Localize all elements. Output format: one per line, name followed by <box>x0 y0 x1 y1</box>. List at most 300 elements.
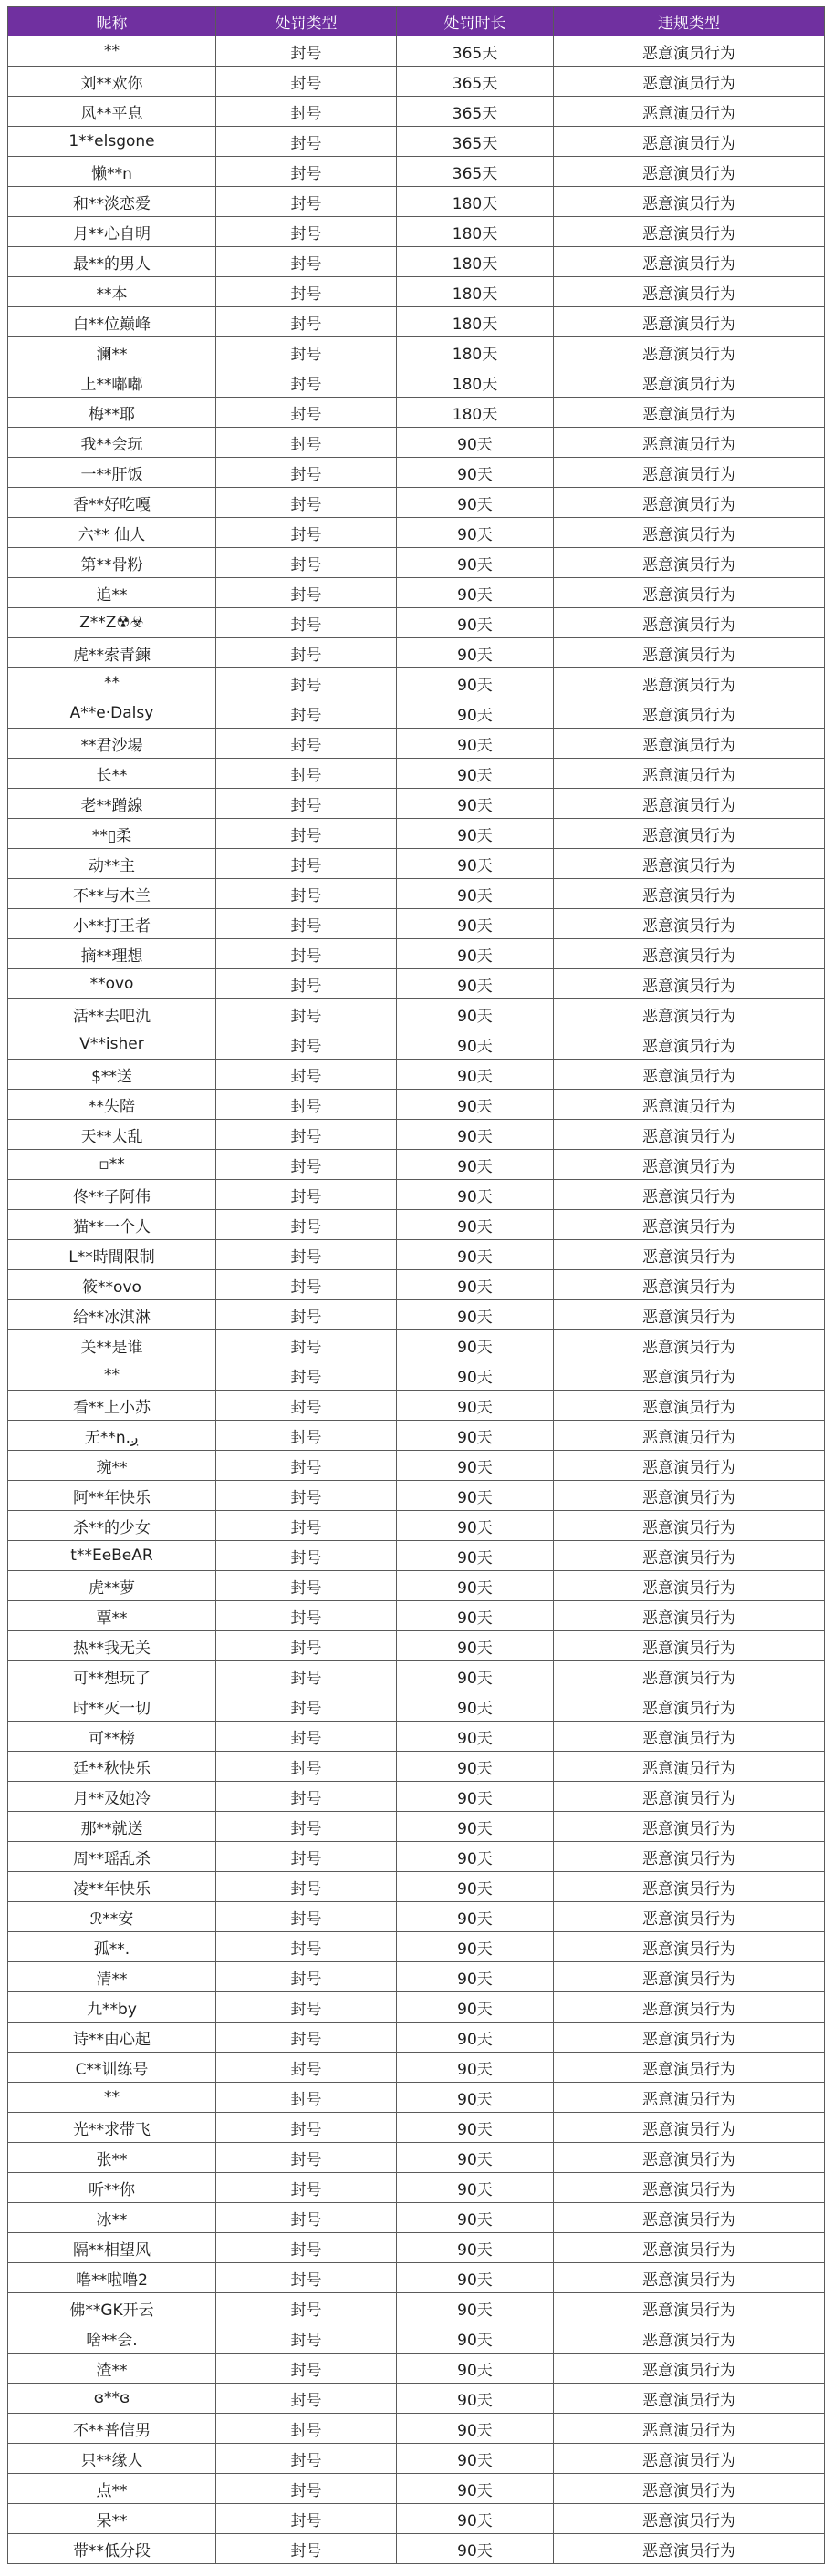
cell-penalty-duration: 90天 <box>397 1992 554 2023</box>
cell-penalty-type: 封号 <box>216 999 397 1029</box>
cell-penalty-type: 封号 <box>216 2384 397 2414</box>
cell-penalty-type: 封号 <box>216 2113 397 2143</box>
cell-violation-type: 恶意演员行为 <box>554 789 825 819</box>
cell-penalty-duration: 180天 <box>397 367 554 398</box>
penalty-table <box>7 6 825 2564</box>
cell-violation-type: 恶意演员行为 <box>554 879 825 909</box>
table-row <box>8 1872 825 1902</box>
cell-penalty-duration: 90天 <box>397 1421 554 1451</box>
cell-nickname: L**時間限制 <box>8 1240 216 1270</box>
table-row <box>8 1481 825 1511</box>
table-row <box>8 127 825 157</box>
table-row <box>8 337 825 367</box>
cell-penalty-type: 封号 <box>216 1029 397 1060</box>
cell-penalty-duration: 90天 <box>397 1300 554 1330</box>
cell-violation-type: 恶意演员行为 <box>554 698 825 729</box>
cell-penalty-type: 封号 <box>216 849 397 879</box>
table-row <box>8 789 825 819</box>
cell-violation-type: 恶意演员行为 <box>554 247 825 277</box>
cell-penalty-type: 封号 <box>216 2323 397 2354</box>
table-row <box>8 1330 825 1360</box>
table-row <box>8 1270 825 1300</box>
cell-violation-type: 恶意演员行为 <box>554 127 825 157</box>
table-row <box>8 97 825 127</box>
cell-nickname: C**训练号 <box>8 2053 216 2083</box>
cell-nickname: ** <box>8 36 216 67</box>
cell-violation-type: 恶意演员行为 <box>554 939 825 969</box>
cell-penalty-duration: 180天 <box>397 217 554 247</box>
cell-penalty-type: 封号 <box>216 518 397 548</box>
cell-penalty-duration: 90天 <box>397 1481 554 1511</box>
table-row <box>8 2263 825 2293</box>
cell-penalty-duration: 90天 <box>397 1391 554 1421</box>
cell-penalty-duration: 90天 <box>397 1601 554 1631</box>
cell-penalty-type: 封号 <box>216 398 397 428</box>
cell-penalty-duration: 90天 <box>397 2293 554 2323</box>
cell-nickname: 那**就送 <box>8 1812 216 1842</box>
cell-penalty-type: 封号 <box>216 277 397 307</box>
cell-violation-type: 恶意演员行为 <box>554 187 825 217</box>
table-row <box>8 428 825 458</box>
cell-penalty-type: 封号 <box>216 1240 397 1270</box>
cell-penalty-type: 封号 <box>216 1872 397 1902</box>
table-row <box>8 1029 825 1060</box>
table-row <box>8 2293 825 2323</box>
cell-penalty-duration: 90天 <box>397 849 554 879</box>
cell-nickname: 活**去吧氿 <box>8 999 216 1029</box>
cell-penalty-duration: 90天 <box>397 488 554 518</box>
cell-nickname: 张** <box>8 2143 216 2173</box>
cell-penalty-duration: 365天 <box>397 67 554 97</box>
cell-nickname: 清** <box>8 1962 216 1992</box>
penalty-table-sheet <box>7 6 824 2564</box>
cell-nickname: 追** <box>8 578 216 608</box>
cell-nickname: **本 <box>8 277 216 307</box>
cell-penalty-type: 封号 <box>216 909 397 939</box>
cell-nickname: 点** <box>8 2474 216 2504</box>
cell-penalty-duration: 90天 <box>397 939 554 969</box>
cell-nickname: 孤**. <box>8 1932 216 1962</box>
header-violation-type: 违规类型 <box>554 7 825 36</box>
cell-penalty-duration: 365天 <box>397 36 554 67</box>
cell-nickname: 澜** <box>8 337 216 367</box>
table-row <box>8 1722 825 1752</box>
cell-penalty-type: 封号 <box>216 969 397 999</box>
cell-penalty-duration: 90天 <box>397 1812 554 1842</box>
cell-nickname: 不**普信男 <box>8 2414 216 2444</box>
cell-penalty-duration: 90天 <box>397 2534 554 2564</box>
cell-penalty-duration: 90天 <box>397 608 554 638</box>
cell-violation-type: 恶意演员行为 <box>554 548 825 578</box>
cell-penalty-duration: 90天 <box>397 789 554 819</box>
table-row <box>8 578 825 608</box>
table-row <box>8 2504 825 2534</box>
cell-violation-type: 恶意演员行为 <box>554 729 825 759</box>
cell-penalty-type: 封号 <box>216 1451 397 1481</box>
cell-penalty-type: 封号 <box>216 337 397 367</box>
table-row <box>8 307 825 337</box>
cell-violation-type: 恶意演员行为 <box>554 1842 825 1872</box>
cell-violation-type: 恶意演员行为 <box>554 428 825 458</box>
cell-violation-type: 恶意演员行为 <box>554 2354 825 2384</box>
cell-penalty-duration: 90天 <box>397 1451 554 1481</box>
cell-violation-type: 恶意演员行为 <box>554 759 825 789</box>
cell-nickname: 月**及她冷 <box>8 1782 216 1812</box>
cell-violation-type: 恶意演员行为 <box>554 969 825 999</box>
cell-violation-type: 恶意演员行为 <box>554 1210 825 1240</box>
cell-nickname: 猫**一个人 <box>8 1210 216 1240</box>
cell-violation-type: 恶意演员行为 <box>554 2083 825 2113</box>
cell-violation-type: 恶意演员行为 <box>554 1661 825 1691</box>
table-row <box>8 2233 825 2263</box>
cell-violation-type: 恶意演员行为 <box>554 2143 825 2173</box>
cell-nickname: ▫** <box>8 1150 216 1180</box>
cell-nickname: 第**骨粉 <box>8 548 216 578</box>
table-row <box>8 1571 825 1601</box>
cell-penalty-duration: 90天 <box>397 1210 554 1240</box>
table-row <box>8 1360 825 1391</box>
cell-penalty-duration: 90天 <box>397 1240 554 1270</box>
cell-nickname: 我**会玩 <box>8 428 216 458</box>
cell-violation-type: 恶意演员行为 <box>554 367 825 398</box>
cell-penalty-type: 封号 <box>216 638 397 668</box>
cell-penalty-type: 封号 <box>216 217 397 247</box>
cell-penalty-type: 封号 <box>216 127 397 157</box>
cell-penalty-duration: 90天 <box>397 999 554 1029</box>
cell-penalty-type: 封号 <box>216 819 397 849</box>
cell-nickname: 六** 仙人 <box>8 518 216 548</box>
cell-penalty-duration: 90天 <box>397 2444 554 2474</box>
cell-penalty-duration: 90天 <box>397 2023 554 2053</box>
cell-violation-type: 恶意演员行为 <box>554 1180 825 1210</box>
cell-penalty-type: 封号 <box>216 1661 397 1691</box>
cell-penalty-type: 封号 <box>216 1210 397 1240</box>
cell-penalty-duration: 90天 <box>397 2113 554 2143</box>
cell-penalty-duration: 90天 <box>397 548 554 578</box>
table-row <box>8 1150 825 1180</box>
cell-violation-type: 恶意演员行为 <box>554 2534 825 2564</box>
cell-penalty-type: 封号 <box>216 2233 397 2263</box>
cell-penalty-type: 封号 <box>216 2023 397 2053</box>
table-row <box>8 1511 825 1541</box>
table-row <box>8 2173 825 2203</box>
cell-penalty-duration: 90天 <box>397 1541 554 1571</box>
cell-penalty-type: 封号 <box>216 1360 397 1391</box>
cell-penalty-duration: 365天 <box>397 97 554 127</box>
cell-penalty-type: 封号 <box>216 1180 397 1210</box>
cell-penalty-duration: 90天 <box>397 1360 554 1391</box>
table-row <box>8 1601 825 1631</box>
cell-violation-type: 恶意演员行为 <box>554 1451 825 1481</box>
cell-penalty-duration: 90天 <box>397 2143 554 2173</box>
cell-nickname: 只**缘人 <box>8 2444 216 2474</box>
cell-nickname: 看**上小苏 <box>8 1391 216 1421</box>
cell-violation-type: 恶意演员行为 <box>554 999 825 1029</box>
cell-nickname: 琬** <box>8 1451 216 1481</box>
cell-penalty-duration: 90天 <box>397 2354 554 2384</box>
cell-violation-type: 恶意演员行为 <box>554 2504 825 2534</box>
table-row <box>8 367 825 398</box>
cell-violation-type: 恶意演员行为 <box>554 2053 825 2083</box>
cell-penalty-type: 封号 <box>216 2504 397 2534</box>
cell-nickname: 呆** <box>8 2504 216 2534</box>
cell-penalty-duration: 90天 <box>397 1120 554 1150</box>
cell-penalty-duration: 90天 <box>397 2083 554 2113</box>
cell-violation-type: 恶意演员行为 <box>554 1752 825 1782</box>
cell-penalty-type: 封号 <box>216 1270 397 1300</box>
cell-violation-type: 恶意演员行为 <box>554 2414 825 2444</box>
cell-penalty-type: 封号 <box>216 729 397 759</box>
cell-nickname: 可**想玩了 <box>8 1661 216 1691</box>
cell-penalty-type: 封号 <box>216 939 397 969</box>
cell-penalty-duration: 90天 <box>397 1691 554 1722</box>
cell-nickname: 1**elsgone <box>8 127 216 157</box>
cell-nickname: ℛ**安 <box>8 1902 216 1932</box>
table-row <box>8 1421 825 1451</box>
cell-violation-type: 恶意演员行为 <box>554 2113 825 2143</box>
cell-nickname: 小**打王者 <box>8 909 216 939</box>
table-row <box>8 67 825 97</box>
cell-nickname: 阿**年快乐 <box>8 1481 216 1511</box>
cell-violation-type: 恶意演员行为 <box>554 578 825 608</box>
cell-penalty-type: 封号 <box>216 578 397 608</box>
cell-penalty-duration: 90天 <box>397 1631 554 1661</box>
cell-penalty-type: 封号 <box>216 2474 397 2504</box>
table-body <box>8 36 825 2564</box>
table-row <box>8 638 825 668</box>
cell-penalty-type: 封号 <box>216 2444 397 2474</box>
cell-violation-type: 恶意演员行为 <box>554 1060 825 1090</box>
cell-nickname: 听**你 <box>8 2173 216 2203</box>
header-nickname: 昵称 <box>8 7 216 36</box>
cell-penalty-duration: 90天 <box>397 879 554 909</box>
cell-violation-type: 恶意演员行为 <box>554 1691 825 1722</box>
cell-nickname: t**EeBeAR <box>8 1541 216 1571</box>
cell-nickname: 香**好吃嘎 <box>8 488 216 518</box>
cell-violation-type: 恶意演员行为 <box>554 668 825 698</box>
cell-nickname: 老**蹭線 <box>8 789 216 819</box>
cell-nickname: 给**冰淇淋 <box>8 1300 216 1330</box>
cell-penalty-type: 封号 <box>216 759 397 789</box>
cell-penalty-duration: 365天 <box>397 127 554 157</box>
table-row <box>8 2414 825 2444</box>
cell-violation-type: 恶意演员行为 <box>554 2173 825 2203</box>
cell-nickname: 动**主 <box>8 849 216 879</box>
cell-nickname: **君沙場 <box>8 729 216 759</box>
cell-nickname: 光**求带飞 <box>8 2113 216 2143</box>
cell-penalty-duration: 180天 <box>397 277 554 307</box>
table-row <box>8 2203 825 2233</box>
cell-penalty-duration: 90天 <box>397 2323 554 2354</box>
table-row <box>8 1691 825 1722</box>
cell-penalty-duration: 90天 <box>397 1902 554 1932</box>
cell-penalty-type: 封号 <box>216 36 397 67</box>
table-row <box>8 1391 825 1421</box>
table-header <box>8 7 825 36</box>
cell-penalty-duration: 90天 <box>397 1180 554 1210</box>
cell-violation-type: 恶意演员行为 <box>554 1240 825 1270</box>
cell-nickname: 时**灭一切 <box>8 1691 216 1722</box>
cell-penalty-duration: 90天 <box>397 698 554 729</box>
cell-violation-type: 恶意演员行为 <box>554 1090 825 1120</box>
cell-violation-type: 恶意演员行为 <box>554 1481 825 1511</box>
cell-penalty-type: 封号 <box>216 1150 397 1180</box>
cell-violation-type: 恶意演员行为 <box>554 518 825 548</box>
cell-violation-type: 恶意演员行为 <box>554 2233 825 2263</box>
cell-penalty-type: 封号 <box>216 1330 397 1360</box>
cell-penalty-type: 封号 <box>216 97 397 127</box>
cell-penalty-type: 封号 <box>216 1631 397 1661</box>
cell-violation-type: 恶意演员行为 <box>554 1270 825 1300</box>
cell-violation-type: 恶意演员行为 <box>554 97 825 127</box>
table-row <box>8 518 825 548</box>
cell-penalty-type: 封号 <box>216 2053 397 2083</box>
cell-violation-type: 恶意演员行为 <box>554 488 825 518</box>
cell-violation-type: 恶意演员行为 <box>554 307 825 337</box>
cell-violation-type: 恶意演员行为 <box>554 2323 825 2354</box>
cell-penalty-type: 封号 <box>216 1842 397 1872</box>
table-row <box>8 398 825 428</box>
table-row <box>8 2083 825 2113</box>
cell-nickname: ** <box>8 1360 216 1391</box>
cell-violation-type: 恶意演员行为 <box>554 1902 825 1932</box>
cell-penalty-duration: 90天 <box>397 1270 554 1300</box>
cell-penalty-type: 封号 <box>216 247 397 277</box>
table-row <box>8 1752 825 1782</box>
cell-penalty-type: 封号 <box>216 1601 397 1631</box>
cell-violation-type: 恶意演员行为 <box>554 1330 825 1360</box>
cell-penalty-duration: 180天 <box>397 307 554 337</box>
cell-penalty-duration: 90天 <box>397 2173 554 2203</box>
cell-nickname: 白**位巅峰 <box>8 307 216 337</box>
cell-violation-type: 恶意演员行为 <box>554 2023 825 2053</box>
cell-nickname: 最**的男人 <box>8 247 216 277</box>
cell-nickname: 啥**会. <box>8 2323 216 2354</box>
table-row <box>8 2053 825 2083</box>
table-row <box>8 1842 825 1872</box>
cell-penalty-type: 封号 <box>216 1752 397 1782</box>
table-row <box>8 759 825 789</box>
cell-violation-type: 恶意演员行为 <box>554 217 825 247</box>
cell-penalty-duration: 90天 <box>397 969 554 999</box>
cell-penalty-type: 封号 <box>216 1421 397 1451</box>
cell-nickname: 杀**的少女 <box>8 1511 216 1541</box>
cell-penalty-duration: 90天 <box>397 1330 554 1360</box>
cell-penalty-duration: 90天 <box>397 1752 554 1782</box>
cell-nickname: 上**嘟嘟 <box>8 367 216 398</box>
cell-penalty-duration: 90天 <box>397 1661 554 1691</box>
cell-nickname: 无**n.ږ <box>8 1421 216 1451</box>
cell-violation-type: 恶意演员行为 <box>554 819 825 849</box>
cell-penalty-duration: 90天 <box>397 638 554 668</box>
table-row <box>8 548 825 578</box>
cell-nickname: 带**低分段 <box>8 2534 216 2564</box>
cell-nickname: 隔**相望风 <box>8 2233 216 2263</box>
cell-nickname: ** <box>8 2083 216 2113</box>
cell-penalty-duration: 90天 <box>397 668 554 698</box>
cell-nickname: 梅**耶 <box>8 398 216 428</box>
cell-penalty-duration: 90天 <box>397 578 554 608</box>
cell-penalty-type: 封号 <box>216 307 397 337</box>
table-row <box>8 1782 825 1812</box>
cell-penalty-duration: 90天 <box>397 518 554 548</box>
cell-penalty-duration: 90天 <box>397 1932 554 1962</box>
cell-nickname: ** <box>8 668 216 698</box>
cell-violation-type: 恶意演员行为 <box>554 2293 825 2323</box>
cell-penalty-duration: 90天 <box>397 909 554 939</box>
cell-penalty-type: 封号 <box>216 367 397 398</box>
table-row <box>8 2023 825 2053</box>
cell-nickname: 月**心自明 <box>8 217 216 247</box>
table-row <box>8 2534 825 2564</box>
table-row <box>8 1541 825 1571</box>
cell-nickname: 渣** <box>8 2354 216 2384</box>
cell-penalty-duration: 90天 <box>397 2053 554 2083</box>
cell-penalty-type: 封号 <box>216 789 397 819</box>
cell-penalty-type: 封号 <box>216 2173 397 2203</box>
cell-nickname: V**isher <box>8 1029 216 1060</box>
cell-penalty-duration: 365天 <box>397 157 554 187</box>
cell-penalty-duration: 90天 <box>397 1511 554 1541</box>
table-row <box>8 1451 825 1481</box>
table-row <box>8 999 825 1029</box>
cell-nickname: 关**是谁 <box>8 1330 216 1360</box>
cell-nickname: 风**平息 <box>8 97 216 127</box>
table-row <box>8 157 825 187</box>
cell-penalty-type: 封号 <box>216 187 397 217</box>
cell-violation-type: 恶意演员行为 <box>554 638 825 668</box>
cell-nickname: A**e·Dalsy <box>8 698 216 729</box>
cell-violation-type: 恶意演员行为 <box>554 277 825 307</box>
cell-penalty-duration: 90天 <box>397 1150 554 1180</box>
cell-violation-type: 恶意演员行为 <box>554 2444 825 2474</box>
table-row <box>8 849 825 879</box>
cell-penalty-duration: 90天 <box>397 729 554 759</box>
cell-penalty-duration: 90天 <box>397 2263 554 2293</box>
cell-penalty-type: 封号 <box>216 608 397 638</box>
table-row <box>8 608 825 638</box>
cell-violation-type: 恶意演员行为 <box>554 398 825 428</box>
cell-violation-type: 恶意演员行为 <box>554 1150 825 1180</box>
cell-nickname: 一**肝饭 <box>8 458 216 488</box>
cell-nickname: 可**榜 <box>8 1722 216 1752</box>
cell-nickname: 摘**理想 <box>8 939 216 969</box>
cell-violation-type: 恶意演员行为 <box>554 1932 825 1962</box>
cell-penalty-duration: 90天 <box>397 1029 554 1060</box>
table-row <box>8 1932 825 1962</box>
table-row <box>8 187 825 217</box>
cell-penalty-type: 封号 <box>216 1511 397 1541</box>
cell-penalty-duration: 90天 <box>397 2233 554 2263</box>
cell-penalty-type: 封号 <box>216 157 397 187</box>
table-row <box>8 819 825 849</box>
cell-nickname: 和**淡恋爱 <box>8 187 216 217</box>
cell-penalty-type: 封号 <box>216 2203 397 2233</box>
cell-penalty-type: 封号 <box>216 879 397 909</box>
cell-penalty-type: 封号 <box>216 1060 397 1090</box>
header-row <box>8 7 825 36</box>
cell-penalty-type: 封号 <box>216 548 397 578</box>
cell-nickname: $**送 <box>8 1060 216 1090</box>
cell-violation-type: 恶意演员行为 <box>554 1601 825 1631</box>
cell-penalty-type: 封号 <box>216 428 397 458</box>
table-row <box>8 1120 825 1150</box>
table-row <box>8 729 825 759</box>
cell-penalty-type: 封号 <box>216 1932 397 1962</box>
cell-nickname: 凌**年快乐 <box>8 1872 216 1902</box>
cell-penalty-type: 封号 <box>216 1902 397 1932</box>
table-row <box>8 1210 825 1240</box>
